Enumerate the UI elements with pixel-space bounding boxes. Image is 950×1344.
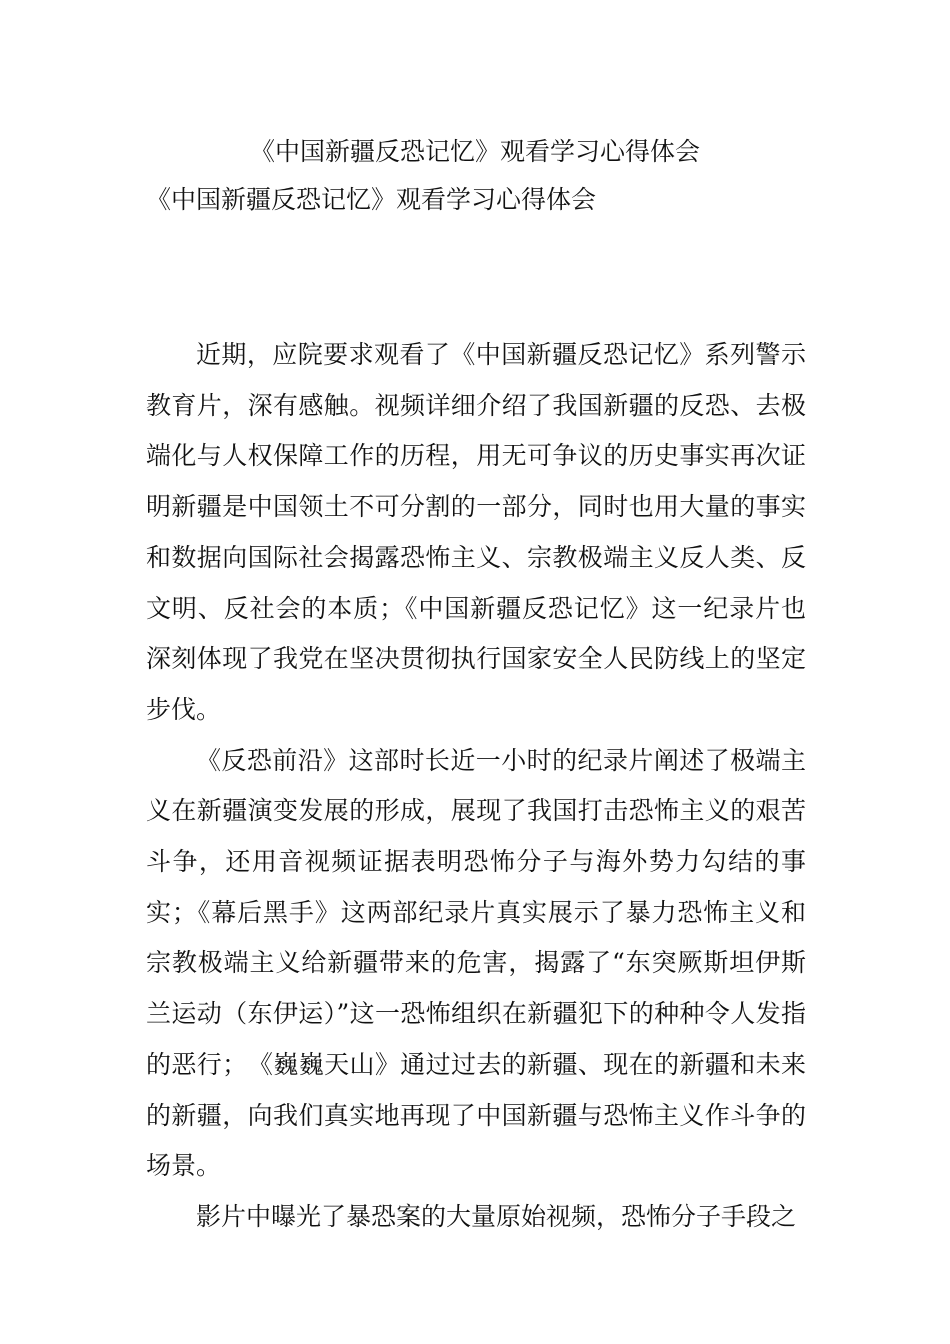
document-title: 《中国新疆反恐记忆》观看学习心得体会: [249, 137, 700, 166]
paragraph-3: 影片中曝光了暴恐案的大量原始视频，恐怖分子手段之: [196, 1201, 797, 1231]
paragraph-1: 近期，应院要求观看了《中国新疆反恐记忆》系列警示教育片，深有感触。视频详细介绍了我国新疆的反恐、去极端化与人权保障工作的历程，用无可争议的历史事实再次证明新疆是中国领土不可分割的一部分，同时也用大量的事实和数据向国际社会揭露恐怖主义、宗教极端主义反人类、反文明、反社会的本质；《中国新疆反恐记忆》这一纪录片也深刻体现了我党在坚决贯彻执行国家安全人民防线上的坚定步伐。: [146, 340, 806, 724]
document-subtitle: 《中国新疆反恐记忆》观看学习心得体会: [146, 185, 597, 214]
document-body: [146, 330, 806, 1243]
paragraph-2: 《反恐前沿》这部时长近一小时的纪录片阐述了极端主义在新疆演变发展的形成，展现了我国打击恐怖主义的艰苦斗争，还用音视频证据表明恐怖分子与海外势力勾结的事实；《幕后黑手》这两部纪录片真实展示了暴力恐怖主义和宗教极端主义给新疆带来的危害，揭露了“东突厥斯坦伊斯兰运动（东伊运）”这一恐怖组织在新疆犯下的种种令人发指的恶行； 《巍巍天山》通过过去的新疆、现在的新疆和未来的新疆，向我们真实地再现了中国新疆与恐怖主义作斗争的场景。: [146, 745, 806, 1181]
